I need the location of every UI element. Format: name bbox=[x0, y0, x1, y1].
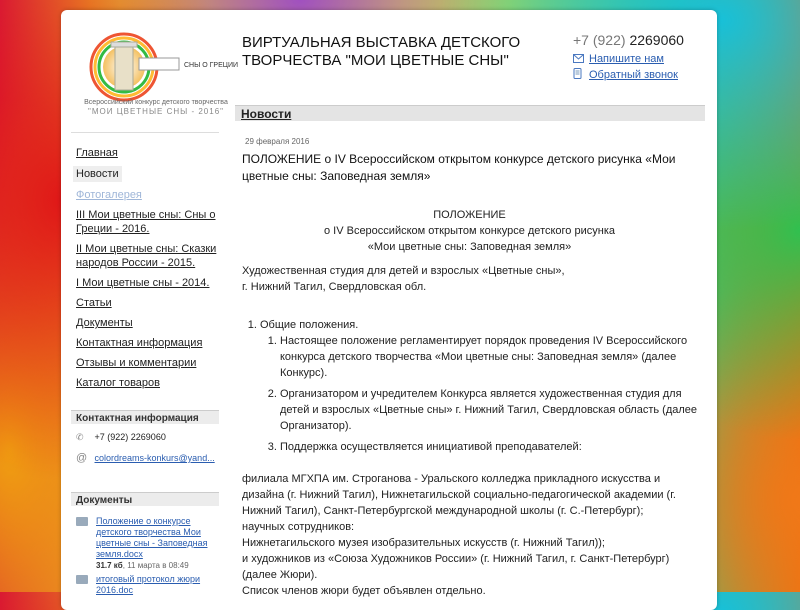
studio-line: Художественная студия для детей и взрослых «Цветные сны», bbox=[242, 265, 565, 277]
doc-link[interactable]: Положение о конкурсе детского творчества Мои цветные сны - Заповедная земля.docx bbox=[96, 516, 208, 559]
logo-caption-small: Всероссийский конкурс детского творчества bbox=[84, 99, 228, 106]
doc-date: 11 марта в 08:49 bbox=[127, 561, 189, 570]
nav-item-news[interactable]: Новости bbox=[73, 166, 122, 182]
sections-list bbox=[260, 317, 697, 455]
nav-item-greece-2016[interactable]: III Мои цветные сны: Сны о Греции - 2016. bbox=[76, 209, 216, 235]
document-icon bbox=[76, 575, 88, 584]
write-us-link[interactable] bbox=[573, 53, 664, 65]
news-date: 29 февраля 2016 bbox=[245, 137, 310, 146]
document-icon bbox=[76, 517, 88, 526]
callback-link[interactable] bbox=[573, 68, 678, 81]
nav-item-documents[interactable]: Документы bbox=[76, 317, 133, 329]
doc-size: 31.7 кб bbox=[96, 561, 123, 570]
phone-icon: ✆ bbox=[76, 432, 84, 442]
contact-phone-row bbox=[76, 432, 166, 443]
sidebar-nav bbox=[76, 146, 221, 396]
doc-subheading: о IV Всероссийском открытом конкурсе детского рисунка bbox=[323, 225, 615, 237]
phone-code: +7 (922) bbox=[573, 32, 626, 48]
nav-item-gallery[interactable]: Фотогалерея bbox=[76, 189, 142, 201]
nav-item-home[interactable]: Главная bbox=[76, 147, 118, 159]
contact-phone: +7 (922) 2269060 bbox=[94, 432, 166, 442]
nav-item-articles[interactable]: Статьи bbox=[76, 297, 112, 309]
header-divider bbox=[71, 132, 219, 133]
section-item bbox=[260, 317, 697, 455]
nav-item-catalog[interactable]: Каталог товаров bbox=[76, 377, 160, 389]
clause-item: 1. Настоящее положение регламентирует порядок проведения IV Всероссийского конкурса детского творчества «Мои цветные сны: Заповедная земля» (далее Конкурс). bbox=[280, 333, 697, 381]
site-title: ВИРТУАЛЬНАЯ ВЫСТАВКА ДЕТСКОГО ТВОРЧЕСТВА "МОИ ЦВЕТНЫЕ СНЫ" bbox=[242, 34, 521, 69]
section-item-label: Общие положения. bbox=[260, 319, 359, 331]
callback-label: Обратный звонок bbox=[589, 69, 678, 81]
doc-item: Положение о конкурсе детского творчества Мои цветные сны - Заповедная земля.docx 31.7 кб, 11 марта в 08:49 bbox=[76, 516, 221, 571]
nav-item-tales-2015[interactable]: II Мои цветные сны: Сказки народов России - 2015. bbox=[76, 243, 217, 269]
envelope-icon bbox=[573, 54, 584, 64]
section-title-link[interactable]: Новости bbox=[241, 107, 292, 121]
paragraph: Нижнетагильского музея изобразительных искусств (г. Нижний Тагил)); bbox=[242, 537, 605, 549]
docs-block-title: Документы bbox=[71, 492, 219, 506]
doc-item bbox=[76, 574, 221, 596]
at-icon: @ bbox=[76, 452, 88, 464]
contact-email-row bbox=[76, 452, 215, 464]
clauses-list bbox=[280, 333, 697, 455]
section-header bbox=[235, 105, 705, 121]
clause-item: 2. Организатором и учредителем Конкурса является художественная студия для детей и взрослых «Цветные сны» г. Нижний Тагил, Свердловская область (далее Организатор). bbox=[280, 386, 697, 434]
doc-subheading: «Мои цветные сны: Заповедная земля» bbox=[367, 241, 572, 253]
news-body bbox=[242, 207, 697, 599]
logo-badge: СНЫ О ГРЕЦИИ bbox=[184, 62, 239, 69]
paragraph: филиала МГХПА им. Строганова - Уральского колледжа прикладного искусства и дизайна (г. Нижний Тагил), Нижнетагильской социально-педагогической академии (г. Нижний Тагил), Санкт-Петербургской международной школы (г. С.-Петербург); bbox=[242, 473, 676, 517]
phone-handset-icon bbox=[573, 68, 584, 78]
doc-heading: ПОЛОЖЕНИЕ bbox=[433, 209, 506, 221]
paragraph: научных сотрудников: bbox=[242, 521, 355, 533]
nav-item-contacts[interactable]: Контактная информация bbox=[76, 337, 203, 349]
paragraph: Список членов жюри будет объявлен отдельно. bbox=[242, 585, 486, 597]
logo-caption bbox=[81, 98, 231, 116]
nav-item-2014[interactable]: I Мои цветные сны - 2014. bbox=[76, 277, 210, 289]
page-container bbox=[61, 10, 717, 610]
nav-item-reviews[interactable]: Отзывы и комментарии bbox=[76, 357, 197, 369]
write-us-label: Напишите нам bbox=[589, 53, 664, 65]
paragraph: и художников из «Союза Художников России» (г. Нижний Тагил, г. Санкт-Петербург) (далее Жюри). bbox=[242, 553, 670, 581]
studio-line: г. Нижний Тагил, Свердловская обл. bbox=[242, 281, 427, 293]
doc-link[interactable]: итоговый протокол жюри 2016.doc bbox=[96, 574, 201, 595]
phone-number: 2269060 bbox=[629, 32, 684, 48]
contact-block-title: Контактная информация bbox=[71, 410, 219, 424]
header-phone bbox=[573, 32, 684, 48]
logo-caption-big: "МОИ ЦВЕТНЫЕ СНЫ - 2016" bbox=[88, 107, 224, 116]
clause-item: 3. Поддержка осуществляется инициативой преподавателей: bbox=[280, 439, 697, 455]
contact-email-link[interactable]: colordreams-konkurs@yand... bbox=[94, 453, 215, 463]
news-title: ПОЛОЖЕНИЕ о IV Всероссийском открытом конкурсе детского рисунка «Мои цветные сны: Заповедная земля» bbox=[242, 152, 676, 183]
